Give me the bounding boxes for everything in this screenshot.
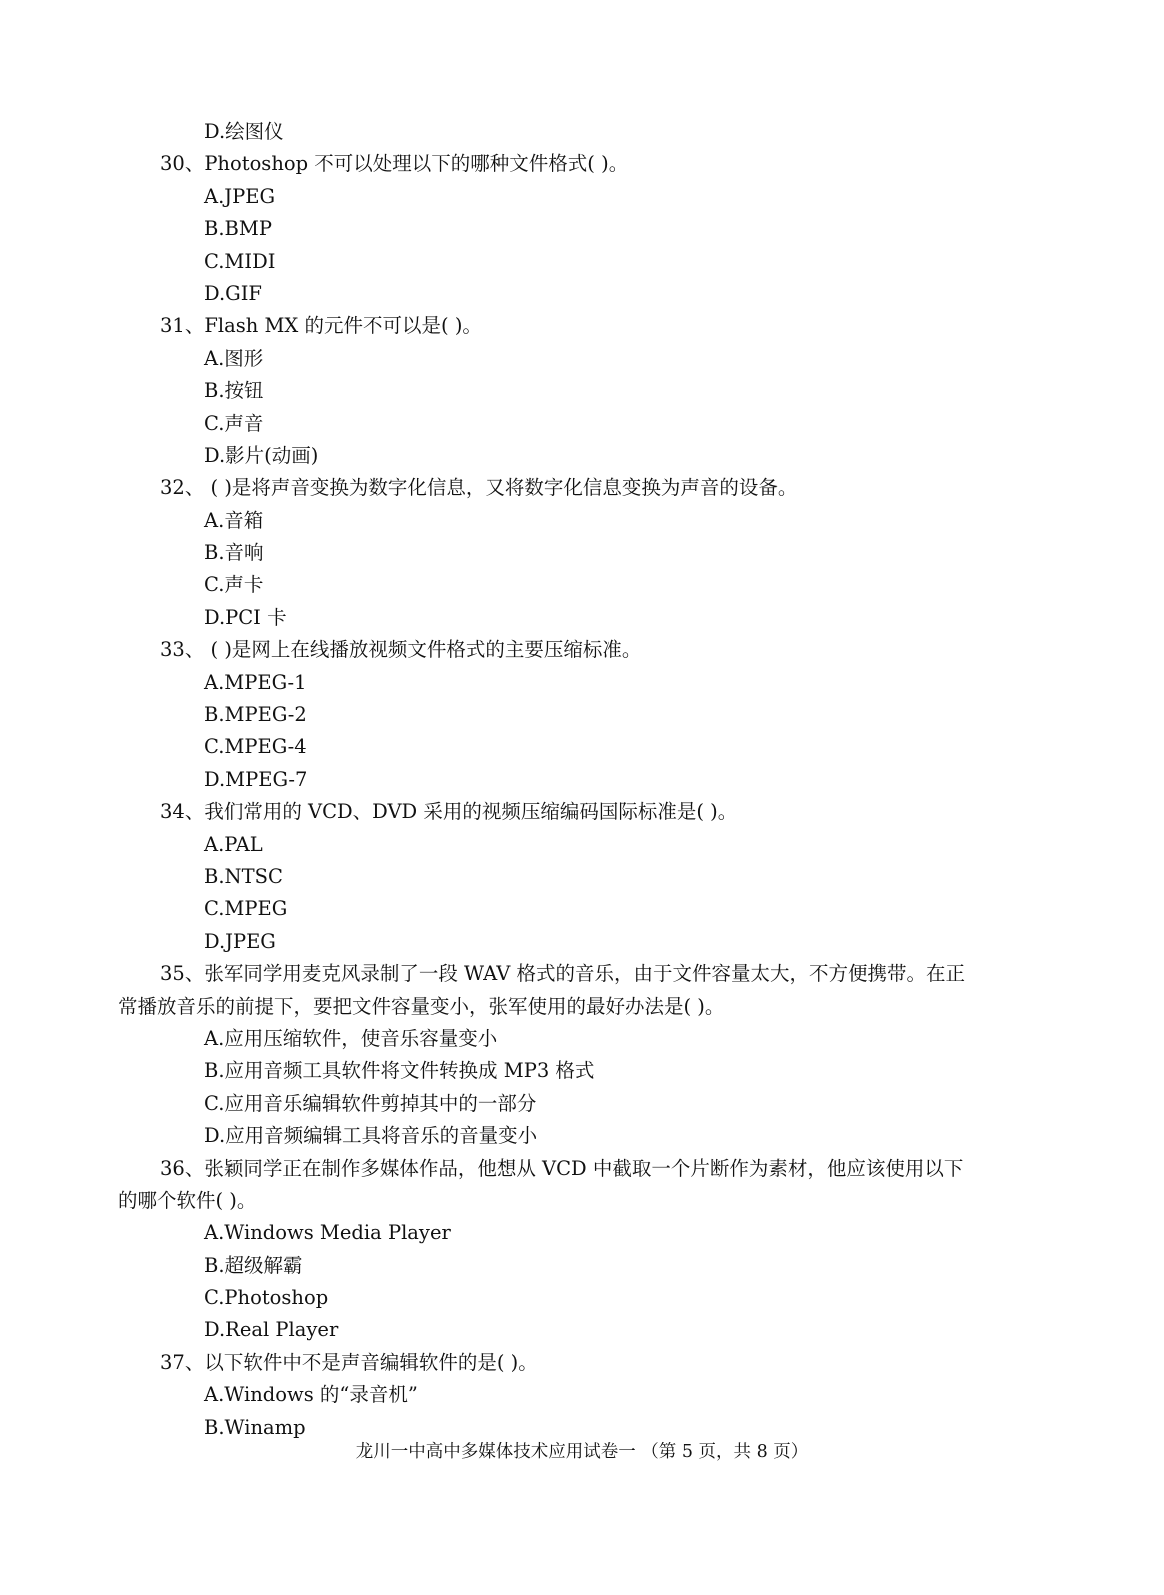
question-stem: 35、张军同学用麦克风录制了一段 WAV 格式的音乐，由于文件容量太大，不方便携带。在正 xyxy=(160,962,965,986)
answer-option: D.GIF xyxy=(204,281,262,305)
question-stem: 33、 ( )是网上在线播放视频文件格式的主要压缩标准。 xyxy=(160,638,642,662)
answer-option: B.NTSC xyxy=(204,864,283,888)
answer-option: C.MIDI xyxy=(204,249,276,273)
answer-option: B.按钮 xyxy=(204,379,264,403)
answer-option: A.音箱 xyxy=(204,508,264,532)
answer-option: D.PCI 卡 xyxy=(204,605,287,629)
question-stem: 30、Photoshop 不可以处理以下的哪种文件格式( )。 xyxy=(160,152,629,176)
answer-option: A.JPEG xyxy=(204,184,276,208)
answer-option: A.MPEG-1 xyxy=(204,670,307,694)
question-list xyxy=(118,116,1048,1444)
answer-option: B.音响 xyxy=(204,541,264,565)
answer-option: A.PAL xyxy=(204,832,263,856)
question-stem: 31、Flash MX 的元件不可以是( )。 xyxy=(160,314,482,338)
answer-option: C.MPEG-4 xyxy=(204,735,307,759)
answer-option: A.Windows Media Player xyxy=(204,1221,451,1245)
page-footer: 龙川一中高中多媒体技术应用试卷一 （第 5 页，共 8 页） xyxy=(355,1442,809,1462)
answer-option: D.绘图仪 xyxy=(204,120,284,143)
question-stem-continued: 的哪个软件( )。 xyxy=(118,1188,257,1212)
answer-option: B.BMP xyxy=(204,217,272,241)
answer-option: B.超级解霸 xyxy=(204,1253,303,1277)
question-stem: 37、以下软件中不是声音编辑软件的是( )。 xyxy=(160,1350,538,1374)
question-stem: 34、我们常用的 VCD、DVD 采用的视频压缩编码国际标准是( )。 xyxy=(160,800,738,824)
question-stem-continued: 常播放音乐的前提下，要把文件容量变小，张军使用的最好办法是( )。 xyxy=(118,994,725,1018)
answer-option: A.图形 xyxy=(204,346,264,370)
answer-option: D.Real Player xyxy=(204,1318,339,1342)
answer-option: C.声卡 xyxy=(204,573,264,597)
answer-option: C.应用音乐编辑软件剪掉其中的一部分 xyxy=(204,1091,537,1115)
question-stem: 32、 ( )是将声音变换为数字化信息，又将数字化信息变换为声音的设备。 xyxy=(160,476,798,500)
answer-option: B.Winamp xyxy=(204,1415,306,1439)
answer-option: B.MPEG-2 xyxy=(204,703,307,727)
answer-option: A.Windows 的“录音机” xyxy=(204,1383,418,1407)
answer-option: C.Photoshop xyxy=(204,1286,329,1310)
answer-option: D.应用音频编辑工具将音乐的音量变小 xyxy=(204,1124,538,1148)
answer-option: D.JPEG xyxy=(204,929,276,953)
answer-option: C.MPEG xyxy=(204,897,288,921)
question-stem: 36、张颖同学正在制作多媒体作品，他想从 VCD 中截取一个片断作为素材，他应该使用以下 xyxy=(160,1156,964,1180)
answer-option: C.声音 xyxy=(204,411,264,435)
answer-option: D.影片(动画) xyxy=(204,443,319,467)
answer-option: A.应用压缩软件，使音乐容量变小 xyxy=(204,1026,498,1050)
answer-option: D.MPEG-7 xyxy=(204,767,308,791)
answer-option: B.应用音频工具软件将文件转换成 MP3 格式 xyxy=(204,1059,595,1083)
